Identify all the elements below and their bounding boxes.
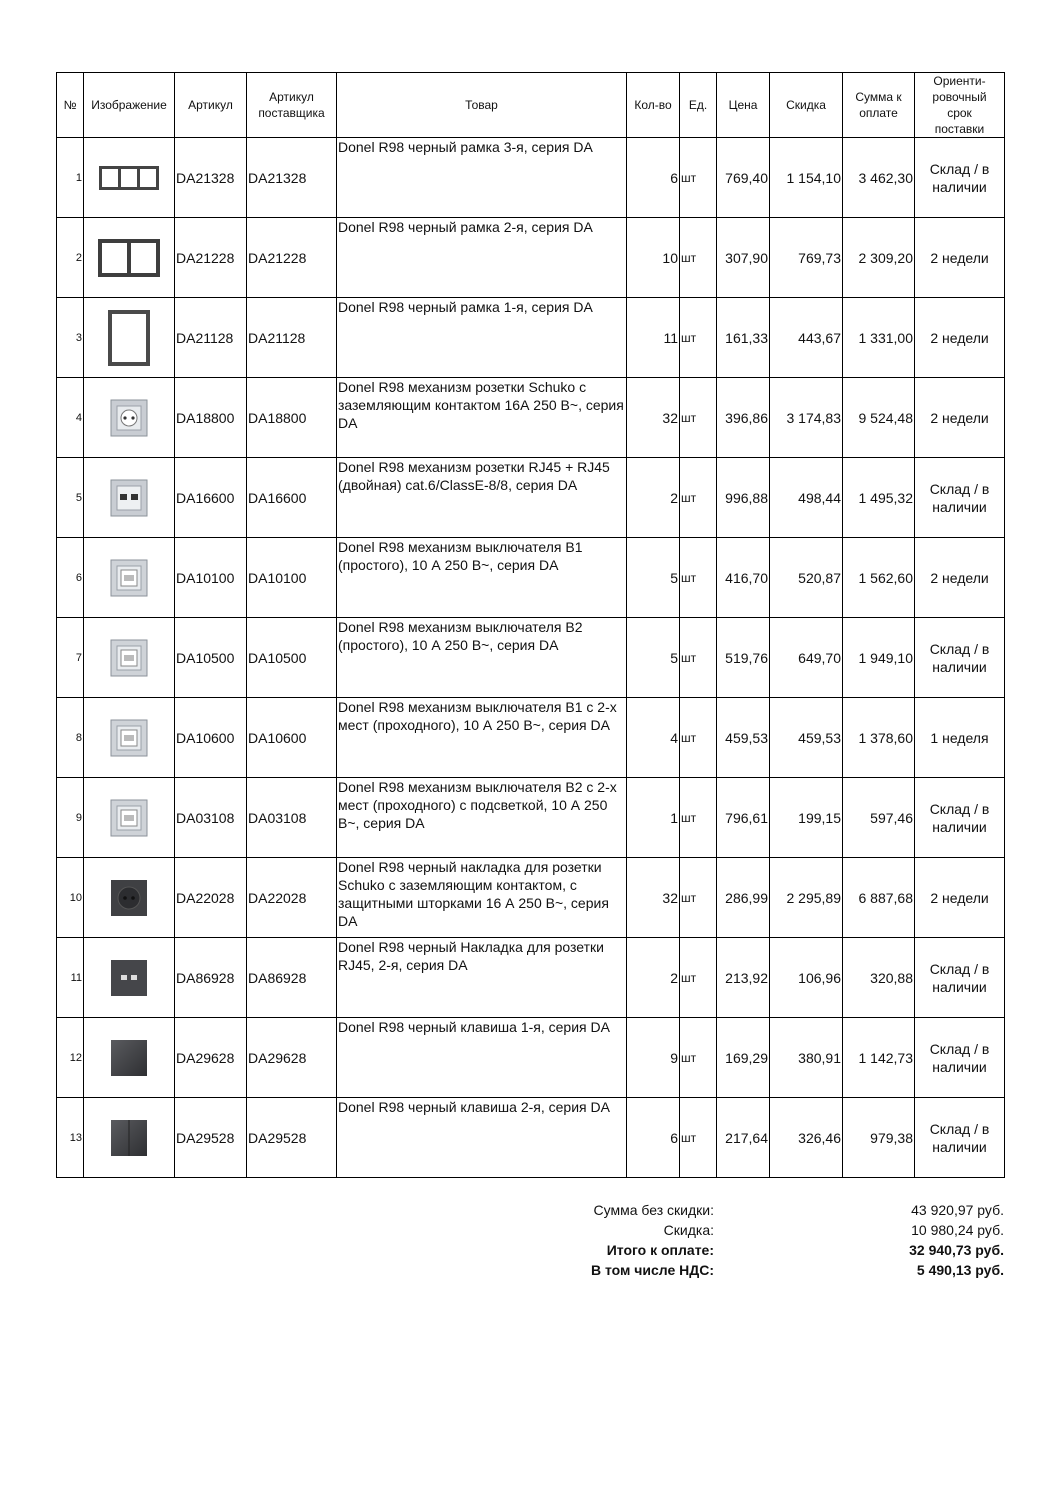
quantity: 4 [627,698,680,778]
discount-row [560,1220,1004,1240]
delivery-term [915,1018,1005,1098]
unit: шт [680,1098,717,1178]
discount: 498,44 [770,458,843,538]
header-price: Цена [717,73,770,138]
total: 1 331,00 [843,298,915,378]
delivery-term-line2: наличии [932,818,987,835]
delivery-term-line1: 1 неделя [930,729,989,746]
price: 459,53 [717,698,770,778]
quantity: 32 [627,858,680,938]
frame-2-icon [84,218,175,298]
header-num: № [57,73,84,138]
article: DA21328 [175,138,247,218]
price: 519,76 [717,618,770,698]
supplier-article: DA10500 [247,618,337,698]
price: 416,70 [717,538,770,618]
article: DA86928 [175,938,247,1018]
delivery-term [915,378,1005,458]
table-row [57,858,1005,938]
row-num: 6 [57,538,84,618]
frame-3-icon [84,138,175,218]
vat-row [560,1260,1004,1280]
discount: 649,70 [770,618,843,698]
table-row [57,1018,1005,1098]
discount: 326,46 [770,1098,843,1178]
article: DA10600 [175,698,247,778]
article: DA16600 [175,458,247,538]
supplier-article: DA10100 [247,538,337,618]
supplier-article: DA21328 [247,138,337,218]
supplier-article: DA16600 [247,458,337,538]
delivery-term-line1: Склад / в [929,640,990,657]
row-num: 3 [57,298,84,378]
price: 217,64 [717,1098,770,1178]
table-row [57,1098,1005,1178]
price: 169,29 [717,1018,770,1098]
vat-label: В том числе НДС: [590,1262,714,1278]
delivery-term-line1: 2 недели [930,409,989,426]
discount: 443,67 [770,298,843,378]
total: 9 524,48 [843,378,915,458]
supplier-article: DA21228 [247,218,337,298]
unit: шт [680,378,717,458]
total: 3 462,30 [843,138,915,218]
items-table [56,72,1005,1178]
product-name: Donel R98 черный Накладка для розетки RJ45, 2-я, серия DA [337,938,627,1018]
row-num: 11 [57,938,84,1018]
total-label: Итого к оплате: [606,1242,714,1258]
table-row [57,138,1005,218]
delivery-term [915,458,1005,538]
delivery-term-line2: наличии [932,178,987,195]
row-num: 2 [57,218,84,298]
subtotal-row [560,1200,1004,1220]
header-total: Сумма к оплате [843,73,915,138]
schuko-mechanism-icon [84,378,175,458]
total: 1 495,32 [843,458,915,538]
article: DA18800 [175,378,247,458]
supplier-article: DA22028 [247,858,337,938]
delivery-term-line2: наличии [932,658,987,675]
discount: 1 154,10 [770,138,843,218]
delivery-term-line2: наличии [932,498,987,515]
delivery-term-line1: Склад / в [929,480,990,497]
delivery-term-line1: Склад / в [929,160,990,177]
delivery-term [915,778,1005,858]
article: DA29528 [175,1098,247,1178]
unit: шт [680,698,717,778]
article: DA29628 [175,1018,247,1098]
total-value: 32 940,73 руб. [909,1242,1004,1258]
delivery-term-line1: 2 недели [930,569,989,586]
delivery-term [915,1098,1005,1178]
quantity: 5 [627,538,680,618]
delivery-term [915,698,1005,778]
discount: 769,73 [770,218,843,298]
quantity: 6 [627,1098,680,1178]
discount-label: Скидка: [663,1222,714,1238]
delivery-term [915,938,1005,1018]
subtotal-value: 43 920,97 руб. [911,1202,1004,1218]
total: 320,88 [843,938,915,1018]
price: 307,90 [717,218,770,298]
quantity: 6 [627,138,680,218]
unit: шт [680,218,717,298]
totals-block [560,1200,1004,1280]
product-name: Donel R98 механизм выключателя В2 с 2-х мест (проходного) с подсветкой, 10 А 250 В~, серия DA [337,778,627,858]
total: 2 309,20 [843,218,915,298]
delivery-term-line2: наличии [932,978,987,995]
delivery-term-line1: 2 недели [930,249,989,266]
table-header-row [57,73,1005,138]
delivery-term [915,618,1005,698]
supplier-article: DA10600 [247,698,337,778]
supplier-article: DA21128 [247,298,337,378]
product-name: Donel R98 механизм розетки RJ45 + RJ45 (двойная) cat.6/ClassE-8/8, серия DA [337,458,627,538]
price: 396,86 [717,378,770,458]
product-name: Donel R98 механизм выключателя В2 (простого), 10 А 250 В~, серия DA [337,618,627,698]
unit: шт [680,618,717,698]
product-name: Donel R98 черный клавиша 1-я, серия DA [337,1018,627,1098]
unit: шт [680,938,717,1018]
product-name: Donel R98 механизм розетки Schuko с заземляющим контактом 16А 250 В~, серия DA [337,378,627,458]
delivery-term-line1: Склад / в [929,1040,990,1057]
table-row [57,458,1005,538]
table-row [57,378,1005,458]
delivery-term-line1: 2 недели [930,329,989,346]
row-num: 10 [57,858,84,938]
product-name: Donel R98 черный накладка для розетки Schuko с заземляющим контактом, с защитными шторками 16 А 250 В~, серия DA [337,858,627,938]
delivery-term-line2: наличии [932,1138,987,1155]
unit: шт [680,778,717,858]
header-term: Ориенти- ровочный срок поставки [915,73,1005,138]
product-name: Donel R98 механизм выключателя В1 с 2-х мест (проходного), 10 А 250 В~, серия DA [337,698,627,778]
delivery-term [915,218,1005,298]
socket-cover-icon [84,858,175,938]
discount-value: 10 980,24 руб. [911,1222,1004,1238]
table-row [57,298,1005,378]
article: DA03108 [175,778,247,858]
product-name: Donel R98 черный рамка 3-я, серия DA [337,138,627,218]
supplier-article: DA03108 [247,778,337,858]
article: DA10500 [175,618,247,698]
key-2-icon [84,1098,175,1178]
total: 979,38 [843,1098,915,1178]
quantity: 5 [627,618,680,698]
rj45-mechanism-icon [84,458,175,538]
rj45-cover-icon [84,938,175,1018]
delivery-term-line1: 2 недели [930,889,989,906]
frame-1-icon [84,298,175,378]
switch-mechanism-icon [84,618,175,698]
total: 1 562,60 [843,538,915,618]
delivery-term-line2: наличии [932,1058,987,1075]
vat-value: 5 490,13 руб. [916,1262,1004,1278]
price: 161,33 [717,298,770,378]
quantity: 10 [627,218,680,298]
quantity: 9 [627,1018,680,1098]
total: 597,46 [843,778,915,858]
subtotal-label: Сумма без скидки: [593,1202,714,1218]
header-unit: Ед. [680,73,717,138]
table-row [57,538,1005,618]
unit: шт [680,298,717,378]
delivery-term-line1: Склад / в [929,800,990,817]
row-num: 7 [57,618,84,698]
switch-mechanism-icon [84,538,175,618]
row-num: 9 [57,778,84,858]
quantity: 2 [627,458,680,538]
total: 6 887,68 [843,858,915,938]
row-num: 12 [57,1018,84,1098]
unit: шт [680,458,717,538]
discount: 459,53 [770,698,843,778]
article: DA21228 [175,218,247,298]
quantity: 11 [627,298,680,378]
delivery-term-line1: Склад / в [929,1120,990,1137]
total: 1 949,10 [843,618,915,698]
discount: 3 174,83 [770,378,843,458]
supplier-article: DA18800 [247,378,337,458]
product-name: Donel R98 черный рамка 1-я, серия DA [337,298,627,378]
header-image: Изображение [84,73,175,138]
quantity: 1 [627,778,680,858]
supplier-article: DA29628 [247,1018,337,1098]
price: 286,99 [717,858,770,938]
delivery-term [915,138,1005,218]
product-name: Donel R98 черный клавиша 2-я, серия DA [337,1098,627,1178]
delivery-term [915,858,1005,938]
table-row [57,938,1005,1018]
table-row [57,698,1005,778]
row-num: 4 [57,378,84,458]
article: DA22028 [175,858,247,938]
delivery-term [915,538,1005,618]
discount: 106,96 [770,938,843,1018]
switch-mechanism-icon [84,778,175,858]
price: 213,92 [717,938,770,1018]
unit: шт [680,858,717,938]
product-name: Donel R98 черный рамка 2-я, серия DA [337,218,627,298]
unit: шт [680,1018,717,1098]
supplier-article: DA29528 [247,1098,337,1178]
table-row [57,778,1005,858]
table-row [57,218,1005,298]
key-1-icon [84,1018,175,1098]
discount: 520,87 [770,538,843,618]
price: 769,40 [717,138,770,218]
switch-mechanism-icon [84,698,175,778]
header-qty: Кол-во [627,73,680,138]
total-row [560,1240,1004,1260]
row-num: 8 [57,698,84,778]
supplier-article: DA86928 [247,938,337,1018]
row-num: 13 [57,1098,84,1178]
article: DA10100 [175,538,247,618]
row-num: 1 [57,138,84,218]
discount: 380,91 [770,1018,843,1098]
article: DA21128 [175,298,247,378]
total: 1 142,73 [843,1018,915,1098]
unit: шт [680,138,717,218]
discount: 199,15 [770,778,843,858]
header-article: Артикул [175,73,247,138]
header-discount: Скидка [770,73,843,138]
unit: шт [680,538,717,618]
table-row [57,618,1005,698]
product-name: Donel R98 механизм выключателя В1 (простого), 10 А 250 В~, серия DA [337,538,627,618]
delivery-term [915,298,1005,378]
header-supplier-article: Артикул поставщика [247,73,337,138]
quantity: 32 [627,378,680,458]
row-num: 5 [57,458,84,538]
delivery-term-line1: Склад / в [929,960,990,977]
total: 1 378,60 [843,698,915,778]
discount: 2 295,89 [770,858,843,938]
quantity: 2 [627,938,680,1018]
header-product: Товар [337,73,627,138]
price: 796,61 [717,778,770,858]
price: 996,88 [717,458,770,538]
